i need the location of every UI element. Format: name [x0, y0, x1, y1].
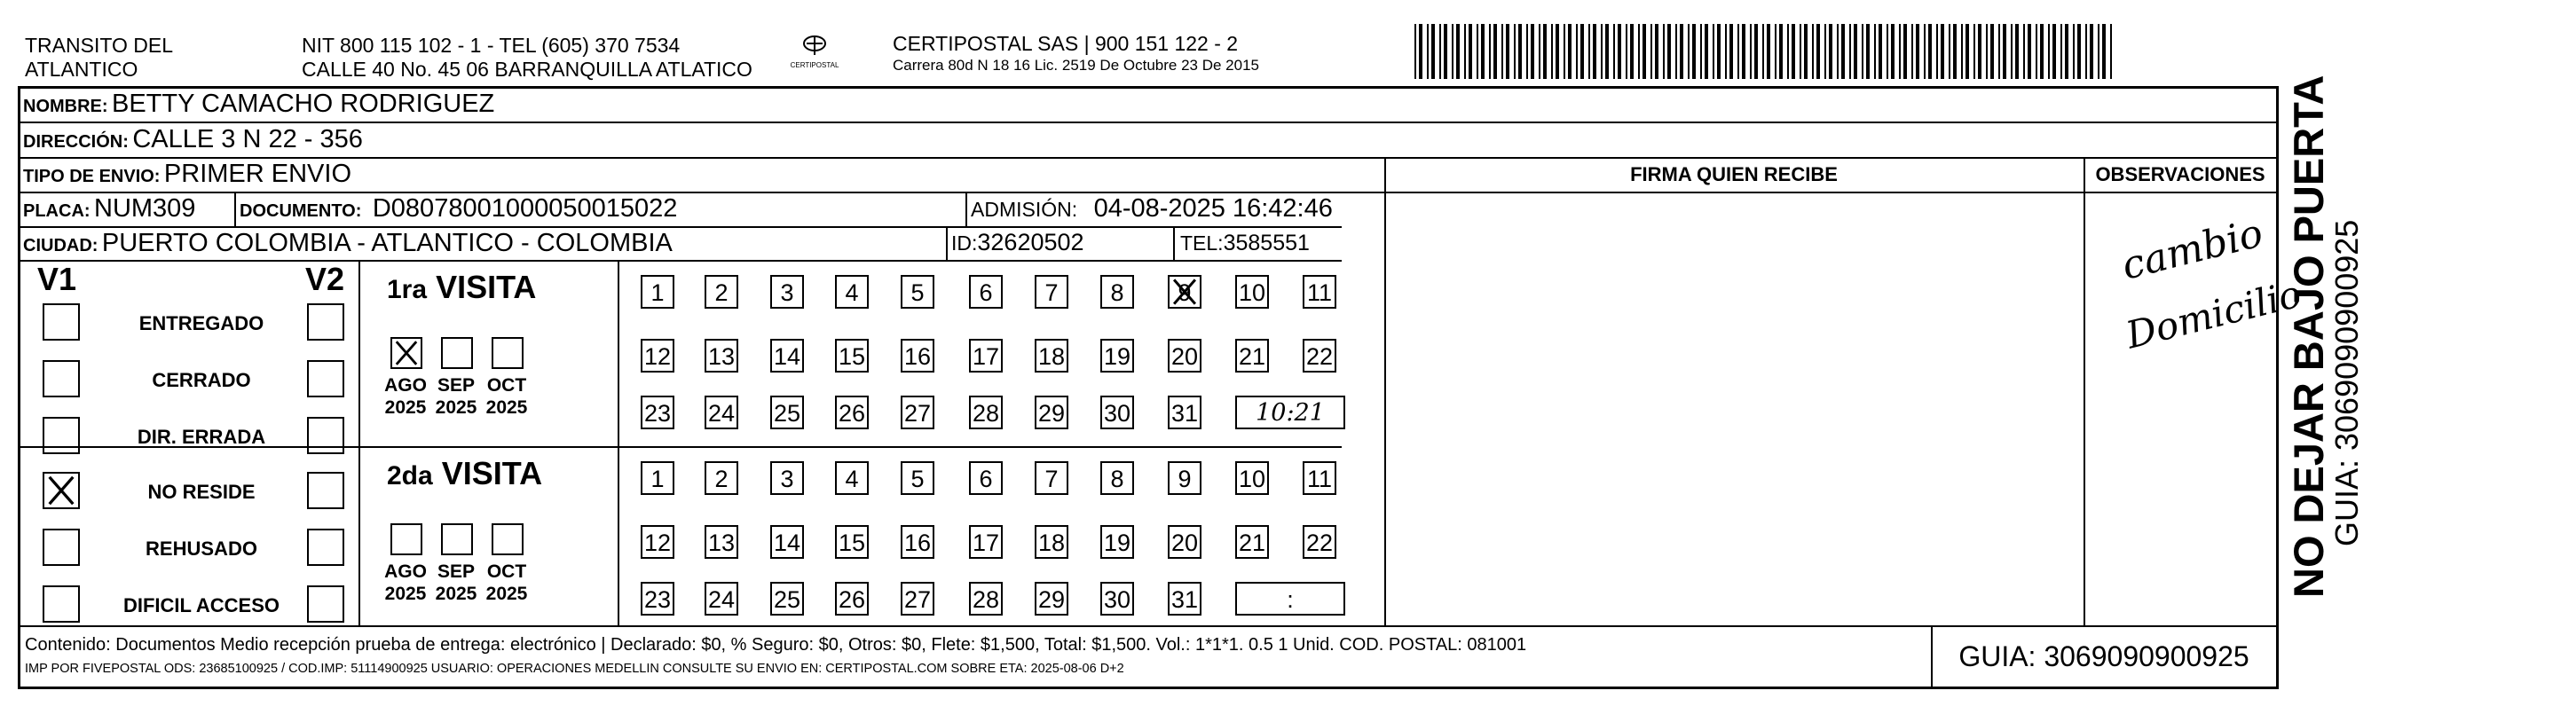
- barcode-bar: [1792, 24, 1795, 79]
- courier-logo: [788, 34, 841, 70]
- visit1-day-4[interactable]: 4: [835, 275, 869, 309]
- barcode-bar: [1762, 24, 1764, 79]
- barcode-bar: [1588, 24, 1590, 79]
- obs-left-border: [2084, 157, 2085, 625]
- documento-field: [240, 194, 677, 224]
- barcode-bar: [1961, 24, 1963, 79]
- courier-info: [893, 32, 1259, 75]
- barcode-bar: [1439, 24, 1441, 79]
- month-name: AGO: [384, 561, 427, 582]
- barcode-bar: [1911, 24, 1913, 79]
- barcode-bar: [1464, 24, 1466, 79]
- status-v1-checkbox[interactable]: [43, 417, 80, 454]
- barcode-bar: [1804, 24, 1808, 79]
- barcode-bar: [1506, 24, 1509, 79]
- barcode-bar: [2052, 24, 2056, 79]
- barcode-bar: [1489, 24, 1491, 79]
- issuer-org-line2: ATLANTICO: [25, 58, 138, 81]
- issuer-address: CALLE 40 No. 45 06 BARRANQUILLA ATLATICO: [302, 58, 752, 81]
- visit1-title: [387, 269, 536, 306]
- direccion-value: CALLE 3 N 22 - 356: [132, 125, 363, 153]
- barcode-bar: [1456, 24, 1460, 79]
- barcode-bar: [1725, 24, 1727, 79]
- visit2-day-12[interactable]: 12: [641, 525, 674, 559]
- barcode-bar: [1543, 24, 1547, 79]
- visit2-day-17[interactable]: 17: [969, 525, 1003, 559]
- visit1-day-6[interactable]: 6: [969, 275, 1003, 309]
- direccion-row: [23, 125, 363, 154]
- visit1-month-label: [479, 374, 534, 419]
- visit1-day-14[interactable]: 14: [770, 339, 804, 373]
- barcode-bar: [1729, 24, 1733, 79]
- visit2-month-label: [429, 561, 484, 605]
- barcode-bar: [1737, 24, 1739, 79]
- barcode-bar: [1431, 24, 1435, 79]
- barcode-bar: [1899, 24, 1901, 79]
- barcode-bar: [1837, 24, 1839, 79]
- visit1-day-10[interactable]: 10: [1235, 275, 1269, 309]
- id-label: ID:: [951, 232, 978, 255]
- issuer-contact: [302, 34, 752, 82]
- barcode-bar: [1936, 24, 1938, 79]
- visit2-month-label: [378, 561, 433, 605]
- barcode-bar: [1713, 24, 1714, 79]
- ciudad-field: [23, 229, 673, 258]
- barcode-bar: [1841, 24, 1845, 79]
- visit2-day-22[interactable]: 22: [1303, 525, 1336, 559]
- tipo-envio-row: [23, 160, 351, 189]
- id-field: [951, 229, 1084, 256]
- barcode-bar: [1514, 24, 1516, 79]
- row-divider: [18, 226, 1342, 228]
- status-label: DIFICIL ACCESO: [122, 594, 280, 616]
- barcode-bar: [2028, 24, 2031, 79]
- barcode-bar: [1469, 24, 1472, 79]
- footer-divider: [18, 625, 2279, 627]
- barcode-bar: [1642, 24, 1646, 79]
- visit2-month-ago[interactable]: [390, 523, 422, 555]
- tipo-envio-label: TIPO DE ENVIO:: [23, 167, 161, 186]
- barcode-bar: [1973, 24, 1975, 79]
- visit2-day-3[interactable]: 3: [770, 461, 804, 495]
- status-label: DIR. ERRADA: [137, 426, 266, 448]
- month-name: OCT: [486, 561, 527, 582]
- barcode-bar: [1526, 24, 1528, 79]
- barcode-bar: [1700, 24, 1702, 79]
- visit2-day-18[interactable]: 18: [1035, 525, 1068, 559]
- visit2-day-20[interactable]: 20: [1168, 525, 1201, 559]
- status-v2-checkbox[interactable]: [307, 529, 344, 566]
- visit1-day-21[interactable]: 21: [1235, 339, 1269, 373]
- barcode-bar: [1928, 24, 1932, 79]
- barcode-bar: [1663, 24, 1665, 79]
- visit2-title: [387, 455, 542, 492]
- barcode-bar: [1493, 24, 1497, 79]
- status-v2-checkbox[interactable]: [307, 360, 344, 397]
- month-year: 2025: [485, 584, 528, 604]
- barcode-bar: [2023, 24, 2025, 79]
- barcode-bar: [1990, 24, 1994, 79]
- barcode-bar: [2073, 24, 2075, 79]
- barcode-bar: [1941, 24, 1944, 79]
- barcode-bar: [1692, 24, 1696, 79]
- barcode-bar: [1891, 24, 1895, 79]
- barcode-bar: [2040, 24, 2044, 79]
- visit1-month-ago[interactable]: [390, 337, 422, 369]
- barcode-bar: [2065, 24, 2068, 79]
- visit1-day-20[interactable]: 20: [1168, 339, 1201, 373]
- barcode-bar: [1593, 24, 1596, 79]
- visit1-day-24[interactable]: 24: [705, 396, 738, 429]
- visit1-day-30[interactable]: 30: [1100, 396, 1134, 429]
- barcode-bar: [2098, 24, 2099, 79]
- visit1-day-25[interactable]: 25: [770, 396, 804, 429]
- barcode-bar: [1742, 24, 1745, 79]
- visit2-label: VISITA: [441, 455, 543, 491]
- visit1-day-18[interactable]: 18: [1035, 339, 1068, 373]
- barcode-bar: [2077, 24, 2081, 79]
- status-label: REHUSADO: [146, 538, 257, 560]
- visit1-day-13[interactable]: 13: [705, 339, 738, 373]
- visit1-day-23[interactable]: 23: [641, 396, 674, 429]
- barcode-bar: [2085, 24, 2087, 79]
- status-label: NO RESIDE: [147, 481, 256, 503]
- barcode-bar: [1965, 24, 1969, 79]
- visit1-day-1[interactable]: 1: [641, 275, 674, 309]
- barcode-bar: [2015, 24, 2019, 79]
- nombre-value: BETTY CAMACHO RODRIGUEZ: [112, 90, 495, 118]
- barcode-bar: [1638, 24, 1640, 79]
- documento-label: DOCUMENTO:: [240, 201, 362, 221]
- barcode-bar: [1949, 24, 1950, 79]
- visit1-day-26[interactable]: 26: [835, 396, 869, 429]
- barcode-bar: [2060, 24, 2062, 79]
- barcode-bar: [2011, 24, 2013, 79]
- visit2-day-30[interactable]: 30: [1100, 582, 1134, 616]
- barcode-bar: [1481, 24, 1485, 79]
- barcode-bar: [1605, 24, 1609, 79]
- barcode-bar: [1568, 24, 1572, 79]
- barcode-bar: [1667, 24, 1671, 79]
- barcode-bar: [1887, 24, 1888, 79]
- nombre-label: NOMBRE:: [23, 97, 108, 116]
- month-year: 2025: [435, 397, 477, 418]
- visit1-day-3[interactable]: 3: [770, 275, 804, 309]
- barcode-bar: [1580, 24, 1584, 79]
- row-divider: [18, 157, 2279, 159]
- visit2-day-28[interactable]: 28: [969, 582, 1003, 616]
- barcode-bar: [1978, 24, 1981, 79]
- status-label: CERRADO: [152, 369, 251, 391]
- col-divider: [234, 192, 236, 226]
- ciudad-value: PUERTO COLOMBIA - ATLANTICO - COLOMBIA: [101, 229, 673, 257]
- barcode-bar: [1414, 24, 1416, 79]
- visit1-day-7[interactable]: 7: [1035, 275, 1068, 309]
- barcode-bar: [1613, 24, 1615, 79]
- barcode-bar: [1816, 24, 1820, 79]
- status-label: ENTREGADO: [138, 312, 264, 334]
- visit2-day-27[interactable]: 27: [901, 582, 934, 616]
- barcode-bar: [1539, 24, 1540, 79]
- col-divider: [358, 260, 360, 625]
- barcode-bar: [1903, 24, 1907, 79]
- tipo-envio-value: PRIMER ENVIO: [163, 160, 352, 188]
- barcode-bar: [1986, 24, 1988, 79]
- visit1-day-28[interactable]: 28: [969, 396, 1003, 429]
- ciudad-label: CIUDAD:: [23, 236, 98, 255]
- month-year: 2025: [384, 584, 427, 604]
- visit1-day-29[interactable]: 29: [1035, 396, 1068, 429]
- admision-field: [971, 194, 1333, 224]
- status-v2-checkbox[interactable]: [307, 417, 344, 454]
- visit1-day-5[interactable]: 5: [901, 275, 934, 309]
- firma-header: FIRMA QUIEN RECIBE: [1630, 163, 1838, 185]
- courier-name: CERTIPOSTAL SAS | 900 151 122 - 2: [893, 32, 1239, 55]
- footer-guia: GUIA: 3069090900925: [1958, 640, 2249, 672]
- visit1-day-19[interactable]: 19: [1100, 339, 1134, 373]
- admision-label: ADMISIÓN:: [971, 198, 1078, 221]
- status-v1-checkbox[interactable]: [43, 303, 80, 341]
- side-warning: NO DEJAR BAJO PUERTA: [2285, 75, 2332, 598]
- barcode-bar: [1705, 24, 1708, 79]
- v1-header: V1: [37, 261, 77, 297]
- barcode-bar: [1618, 24, 1621, 79]
- courier-logo-icon: [801, 34, 828, 57]
- visit1-day-17[interactable]: 17: [969, 339, 1003, 373]
- visit1-month-oct[interactable]: [492, 337, 524, 369]
- barcode-bar: [1626, 24, 1627, 79]
- visit1-day-12[interactable]: 12: [641, 339, 674, 373]
- visit2-day-5[interactable]: 5: [901, 461, 934, 495]
- visit1-month-label: [378, 374, 433, 419]
- visit2-day-13[interactable]: 13: [705, 525, 738, 559]
- visit1-ord: 1ra: [387, 275, 428, 304]
- obs-right-border: [2277, 122, 2279, 625]
- barcode-bar: [1916, 24, 1919, 79]
- observaciones-header: OBSERVACIONES: [2095, 163, 2265, 185]
- barcode-bar: [1754, 24, 1758, 79]
- row-divider: [2084, 192, 2279, 193]
- direccion-label: DIRECCIÓN:: [23, 132, 129, 152]
- barcode-bar: [1829, 24, 1832, 79]
- month-name: OCT: [486, 375, 527, 396]
- barcode-bar: [1501, 24, 1503, 79]
- barcode-bar: [1576, 24, 1578, 79]
- placa-field: [23, 194, 195, 224]
- barcode-bar: [1444, 24, 1447, 79]
- visit2-month-sep[interactable]: [441, 523, 473, 555]
- visit2-month-label: [479, 561, 534, 605]
- id-value: 32620502: [977, 229, 1084, 255]
- row-divider: [18, 122, 2279, 123]
- visit1-day-9[interactable]: 9: [1168, 275, 1201, 309]
- barcode-bar: [1879, 24, 1882, 79]
- col-divider: [946, 226, 948, 260]
- status-v2-checkbox[interactable]: [307, 472, 344, 509]
- visit1-month-sep[interactable]: [441, 337, 473, 369]
- visit2-time-box[interactable]: :: [1235, 582, 1345, 616]
- row-divider: [18, 192, 2279, 193]
- status-v1-checkbox[interactable]: [43, 529, 80, 566]
- visit2-day-19[interactable]: 19: [1100, 525, 1134, 559]
- col-divider: [1173, 226, 1175, 260]
- footer-contenido: Contenido: Documentos Medio recepción prueba de entrega: electrónico | Declarado: $0, % Seguro: $0, Otros: $0, Flete: $1,500, Total: $1,500. Vol.: 1*1*1. 0.5 1 Unid. COD. POSTAL: 081001: [25, 635, 1527, 655]
- visit2-day-8[interactable]: 8: [1100, 461, 1134, 495]
- barcode-bar: [1862, 24, 1863, 79]
- visit2-day-9[interactable]: 9: [1168, 461, 1201, 495]
- courier-logo-text: CERTIPOSTAL: [790, 61, 839, 69]
- visit2-day-16[interactable]: 16: [901, 525, 934, 559]
- barcode-bar: [1812, 24, 1814, 79]
- visit1-label: VISITA: [436, 269, 537, 305]
- firma-left-border: [1384, 157, 1386, 625]
- visit2-day-26[interactable]: 26: [835, 582, 869, 616]
- status-v1-checkbox[interactable]: [43, 585, 80, 623]
- footer-imp: IMP POR FIVEPOSTAL ODS: 23685100925 / COD.IMP: 51114900925 USUARIO: OPERACIONES MEDELLIN CONSULTE SU ENVIO EN: CERTIPOSTAL.COM SOBRE ETA: 2025-08-06 D+2: [25, 662, 1124, 676]
- visit1-day-27[interactable]: 27: [901, 396, 934, 429]
- nombre-row: [23, 90, 494, 119]
- barcode-bar: [1477, 24, 1478, 79]
- barcode-bar: [1767, 24, 1770, 79]
- row-divider: [18, 260, 1342, 262]
- issuer-org-line1: TRANSITO DEL: [25, 34, 173, 57]
- visit2-day-24[interactable]: 24: [705, 582, 738, 616]
- barcode-bar: [1779, 24, 1783, 79]
- barcode-bar: [2003, 24, 2006, 79]
- visit1-day-22[interactable]: 22: [1303, 339, 1336, 373]
- barcode-bar: [1601, 24, 1603, 79]
- visit2-day-23[interactable]: 23: [641, 582, 674, 616]
- visit2-day-15[interactable]: 15: [835, 525, 869, 559]
- side-guia: GUIA: 3069090900925: [2328, 219, 2365, 546]
- visit2-day-7[interactable]: 7: [1035, 461, 1068, 495]
- barcode-bar: [1419, 24, 1422, 79]
- month-name: SEP: [437, 561, 476, 582]
- visit1-day-2[interactable]: 2: [705, 275, 738, 309]
- admision-value: 04-08-2025 16:42:46: [1093, 194, 1333, 223]
- status-v1-checkbox[interactable]: [43, 472, 80, 509]
- v2-header: V2: [305, 261, 345, 297]
- visit2-day-29[interactable]: 29: [1035, 582, 1068, 616]
- tel-label: TEL:: [1180, 232, 1224, 255]
- visit1-day-31[interactable]: 31: [1168, 396, 1201, 429]
- barcode-bar: [1551, 24, 1553, 79]
- visit2-day-1[interactable]: 1: [641, 461, 674, 495]
- issuer-org: [25, 34, 173, 82]
- barcode-bar: [1427, 24, 1429, 79]
- barcode-bar: [1675, 24, 1677, 79]
- col-divider: [965, 192, 967, 226]
- visit2-day-11[interactable]: 11: [1303, 461, 1336, 495]
- barcode-bar: [1564, 24, 1565, 79]
- documento-value: D080780010000500150​22: [372, 194, 678, 223]
- issuer-nit: NIT 800 115 102 - 1 - TEL (605) 370 7534: [302, 34, 681, 57]
- visit1-day-11[interactable]: 11: [1303, 275, 1336, 309]
- barcode-bar: [1531, 24, 1534, 79]
- barcode-bar: [1556, 24, 1559, 79]
- visit2-day-21[interactable]: 21: [1235, 525, 1269, 559]
- barcode-bar: [1998, 24, 2000, 79]
- barcode-bar: [1750, 24, 1752, 79]
- barcode-bar: [1854, 24, 1857, 79]
- visit2-day-4[interactable]: 4: [835, 461, 869, 495]
- tel-field: [1180, 231, 1310, 256]
- month-name: SEP: [437, 375, 476, 396]
- visit1-time-box[interactable]: 10:21: [1235, 396, 1345, 429]
- barcode-bar: [1800, 24, 1801, 79]
- visit2-month-oct[interactable]: [492, 523, 524, 555]
- barcode-bar: [1650, 24, 1652, 79]
- barcode-bar: [2102, 24, 2106, 79]
- visit2-day-25[interactable]: 25: [770, 582, 804, 616]
- obs-handwriting-1: cambio: [2117, 210, 2268, 289]
- barcode-bar: [1452, 24, 1453, 79]
- visit1-day-15[interactable]: 15: [835, 339, 869, 373]
- placa-value: NUM309: [94, 194, 196, 223]
- barcode-bar: [1775, 24, 1776, 79]
- barcode-bar: [2036, 24, 2037, 79]
- status-v1-checkbox[interactable]: [43, 360, 80, 397]
- barcode-bar: [2090, 24, 2093, 79]
- obs-handwriting-2: Domicilio: [2122, 271, 2306, 357]
- barcode-bar: [1849, 24, 1851, 79]
- month-year: 2025: [435, 584, 477, 604]
- month-year: 2025: [384, 397, 427, 418]
- visit1-day-8[interactable]: 8: [1100, 275, 1134, 309]
- status-v2-checkbox[interactable]: [307, 303, 344, 341]
- tel-value: 3585551: [1223, 231, 1310, 255]
- barcode-bar: [1953, 24, 1957, 79]
- month-name: AGO: [384, 375, 427, 396]
- barcode-bar: [2048, 24, 2050, 79]
- barcode-bar: [1717, 24, 1721, 79]
- courier-license: Carrera 80d N 18 16 Lic. 2519 De Octubre 23 De 2015: [893, 57, 1259, 74]
- visit2-day-10[interactable]: 10: [1235, 461, 1269, 495]
- barcode: [1414, 24, 2115, 79]
- col-divider: [618, 260, 619, 625]
- barcode-bar: [1874, 24, 1876, 79]
- visit2-day-2[interactable]: 2: [705, 461, 738, 495]
- barcode-bar: [1518, 24, 1522, 79]
- placa-label: PLACA:: [23, 201, 91, 221]
- visit2-day-14[interactable]: 14: [770, 525, 804, 559]
- barcode-bar: [2110, 24, 2112, 79]
- barcode-bar: [1824, 24, 1826, 79]
- visit2-day-6[interactable]: 6: [969, 461, 1003, 495]
- visit2-ord: 2da: [387, 461, 433, 490]
- barcode-bar: [1866, 24, 1870, 79]
- barcode-bar: [1655, 24, 1658, 79]
- barcode-bar: [1787, 24, 1789, 79]
- visit1-day-16[interactable]: 16: [901, 339, 934, 373]
- month-year: 2025: [485, 397, 528, 418]
- barcode-bar: [1630, 24, 1634, 79]
- barcode-bar: [1688, 24, 1690, 79]
- barcode-bar: [1680, 24, 1683, 79]
- barcode-bar: [1924, 24, 1926, 79]
- status-v2-checkbox[interactable]: [307, 585, 344, 623]
- visit2-day-31[interactable]: 31: [1168, 582, 1201, 616]
- visit1-month-label: [429, 374, 484, 419]
